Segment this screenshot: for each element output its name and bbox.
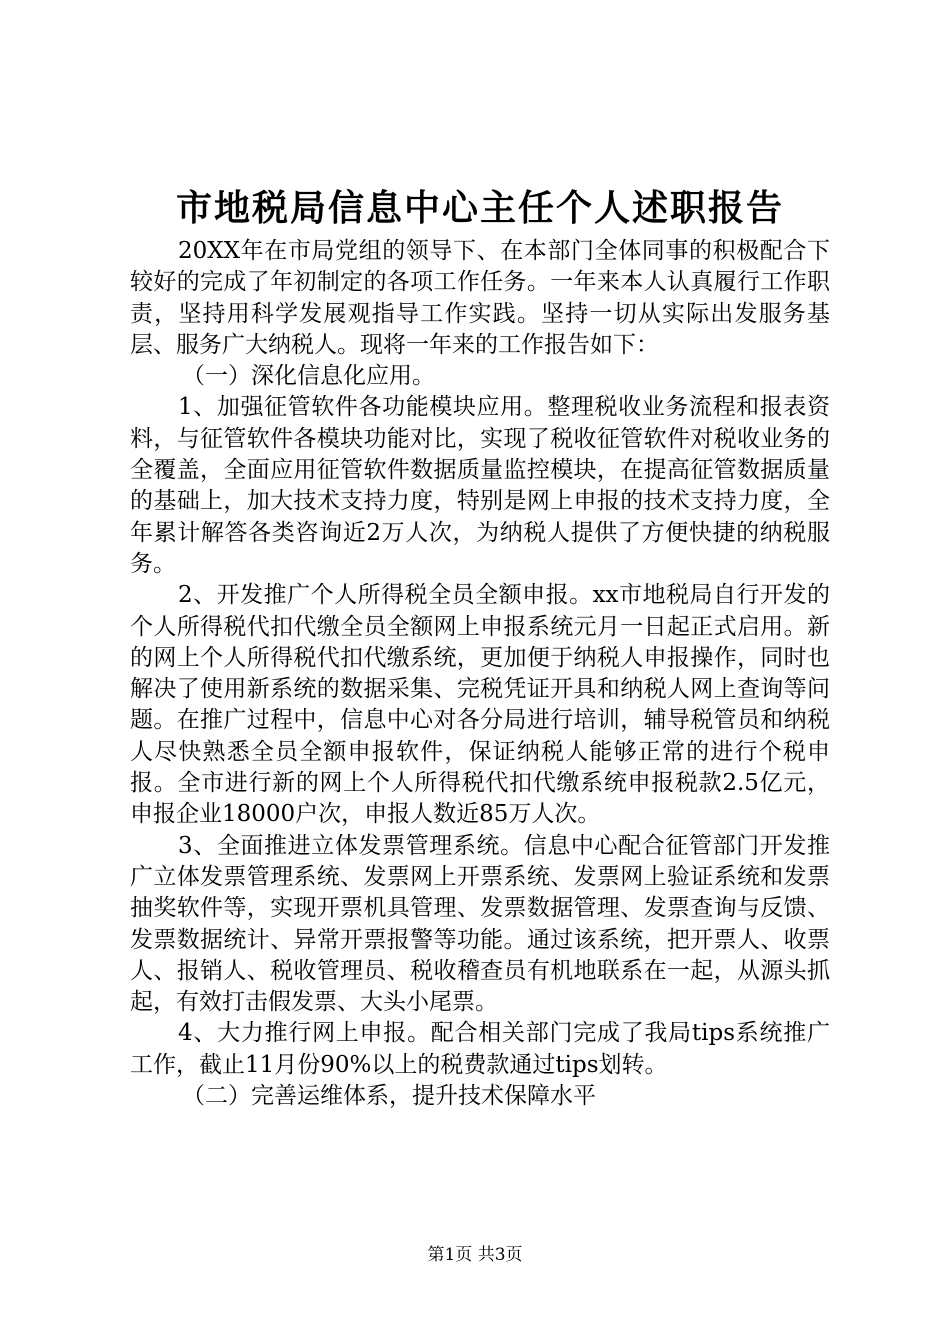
intro-paragraph: 20XX年在市局党组的领导下、在本部门全体同事的积极配合下较好的完成了年初制定的各项工作任务。一年来本人认真履行工作职责，坚持用科学发展观指导工作实践。坚持一切从实际出发服务基层、服务广大纳税人。现将一年来的工作报告如下： [130,238,830,358]
section-heading-1: （一）深化信息化应用。 [182,363,435,390]
item-paragraph-4: 4、大力推行网上申报。配合相关部门完成了我局tips系统推广工作，截止11月份90%以上的税费款通过tips划转。 [130,1020,830,1078]
item-paragraph-3: 3、全面推进立体发票管理系统。信息中心配合征管部门开发推广立体发票管理系统、发票网上开票系统、发票网上验证系统和发票抽奖软件等，实现开票机具管理、发票数据管理、发票查询与反馈、发票数据统计、异常开票报警等功能。通过该系统，把开票人、收票人、报销人、税收管理员、税收稽查员有机地联系在一起，从源头抓起，有效打击假发票、大头小尾票。 [130,832,830,1016]
page-footer: 第1页 共3页 [427,1245,523,1265]
section-heading-2: （二）完善运维体系，提升技术保障水平 [182,1083,596,1110]
item-paragraph-1: 1、加强征管软件各功能模块应用。整理税收业务流程和报表资料，与征管软件各模块功能对比，实现了税收征管软件对税收业务的全覆盖，全面应用征管软件数据质量监控模块，在提高征管数据质量的基础上，加大技术支持力度，特别是网上申报的技术支持力度，全年累计解答各类咨询近2万人次，为纳税人提供了方便快捷的纳税服务。 [130,394,830,577]
document-body [130,236,830,1112]
document-title: 市地税局信息中心主任个人述职报告 [175,187,784,229]
item-paragraph-2: 2、开发推广个人所得税全员全额申报。xx市地税局自行开发的个人所得税代扣代缴全员全额网上申报系统元月一日起正式启用。新的网上个人所得税代扣代缴系统，更加便于纳税人申报操作，同时也解决了使用新系统的数据采集、完税凭证开具和纳税人网上查询等问题。在推广过程中，信息中心对各分局进行培训，辅导税管员和纳税人尽快熟悉全员全额申报软件，保证纳税人能够正常的进行个税申报。全市进行新的网上个人所得税代扣代缴系统申报税款2.5亿元，申报企业18000户次，申报人数近85万人次。 [130,582,830,828]
